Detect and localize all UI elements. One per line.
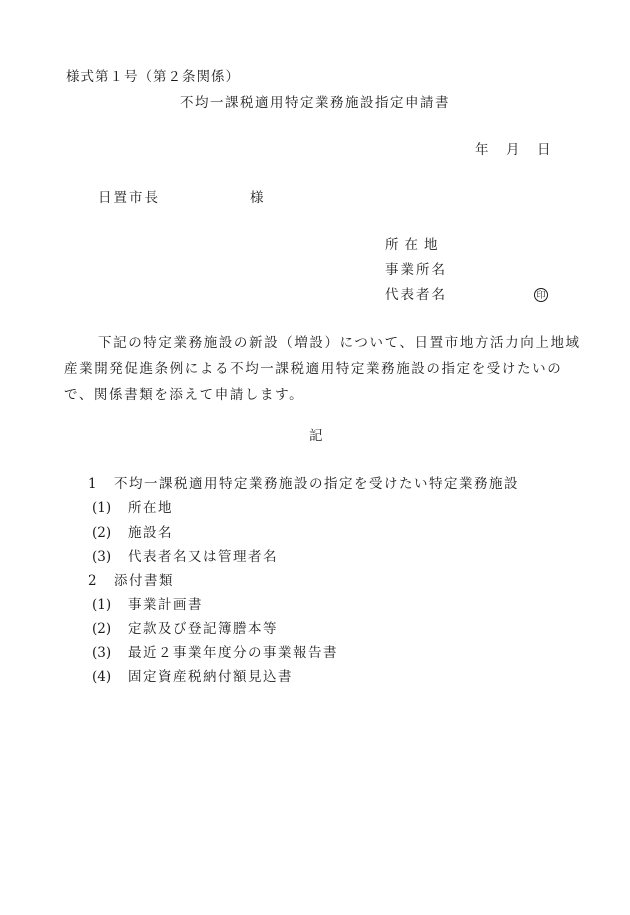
subitem-number: (1) <box>92 500 112 516</box>
subitem-number: (2) <box>92 525 112 541</box>
subitem-label: 事業計画書 <box>128 597 203 613</box>
item-label: 添付書類 <box>114 573 174 589</box>
subitem-2-3 <box>92 647 338 661</box>
subitem-1-2 <box>92 527 173 541</box>
subitem-number: (2) <box>92 621 112 637</box>
item-label: 不均一課税適用特定業務施設の指定を受けたい特定業務施設 <box>114 476 519 492</box>
subitem-1-3 <box>92 551 278 565</box>
seal-mark-icon: 印 <box>534 288 548 302</box>
addressee-honorific: 様 <box>250 190 264 206</box>
subitem-label: 代表者名又は管理者名 <box>128 549 278 565</box>
subitem-1-1 <box>92 502 173 516</box>
item-number: 2 <box>88 573 97 589</box>
item-1 <box>88 478 519 492</box>
subitem-number: (1) <box>92 597 112 613</box>
date-year-label: 年 <box>475 142 489 158</box>
subitem-label: 固定資産税納付額見込書 <box>128 669 293 685</box>
subitem-2-1 <box>92 599 203 613</box>
subitem-number: (3) <box>92 549 112 565</box>
item-number: 1 <box>88 476 97 492</box>
addressee-name: 日置市長 <box>98 190 160 206</box>
document-title: 不均一課税適用特定業務施設指定申請書 <box>180 95 450 111</box>
applicant-office-name-label: 事業所名 <box>385 262 447 278</box>
subitem-label: 施設名 <box>128 525 173 541</box>
subitem-label: 定款及び登記簿謄本等 <box>128 621 278 637</box>
subitem-number: (4) <box>92 669 112 685</box>
subitem-label: 最近２事業年度分の事業報告書 <box>128 645 338 661</box>
date-day-label: 日 <box>537 142 551 158</box>
applicant-representative-label: 代表者名 <box>385 287 447 303</box>
form-number: 様式第１号（第２条関係） <box>66 69 240 85</box>
date-month-label: 月 <box>506 142 520 158</box>
item-2 <box>88 575 174 589</box>
applicant-address-label: 所在地 <box>385 237 444 253</box>
application-body-text: 下記の特定業務施設の新設（増設）について、日置市地方活力向上地域産業開発促進条例による不均一課税適用特定業務施設の指定を受けたいので、関係書類を添えて申請します。 <box>64 335 581 403</box>
subitem-2-4 <box>92 671 293 685</box>
subitem-2-2 <box>92 623 278 637</box>
ki-heading: 記 <box>309 428 323 444</box>
subitem-number: (3) <box>92 645 112 661</box>
subitem-label: 所在地 <box>128 500 173 516</box>
